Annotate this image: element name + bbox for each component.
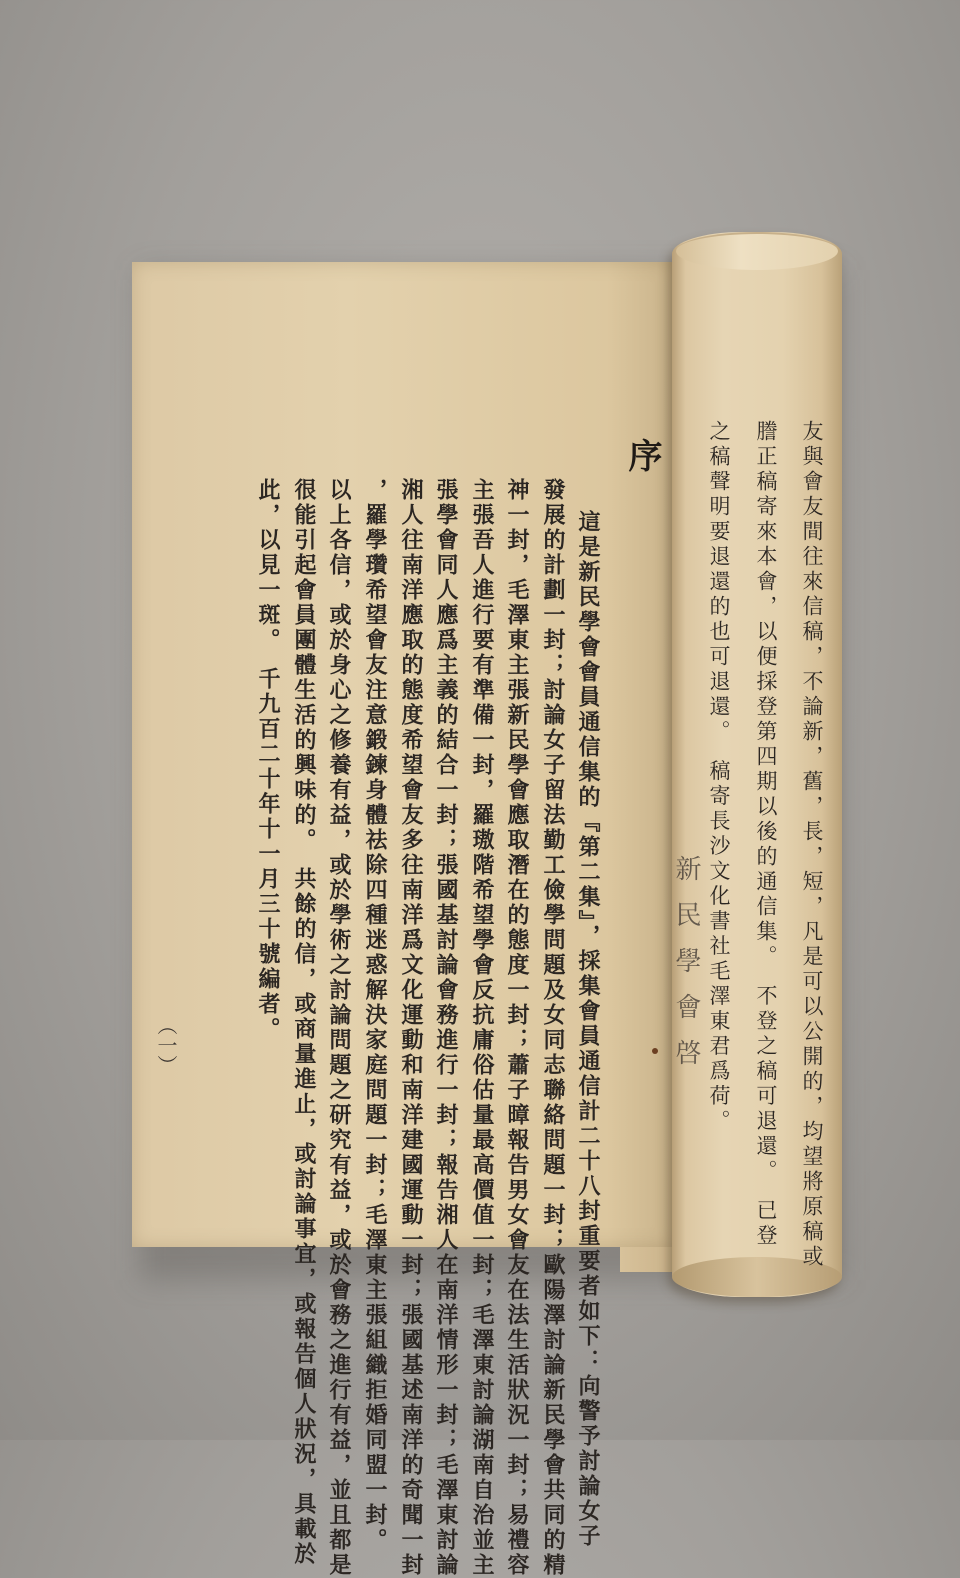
society-signature: 新民學會啓 xyxy=(671,855,701,1085)
notice-line-3: 之稿聲明要退還的也可退還。 稿寄長沙文化書社毛澤東君爲荷。 xyxy=(707,420,731,1135)
preface-line-6: 湘人往南洋應取的態度希望會友多往南洋爲文化運動和南洋建國運動一封；張國基述南洋的奇聞一封 xyxy=(398,478,424,1578)
preface-line-8: 以上各信，或於身心之修養有益，或於學術之討論問題之研究有益，或於會務之進行有益，並且都是 xyxy=(326,478,352,1578)
roll-top-edge xyxy=(676,232,838,270)
preface-line-10: 此，以見一斑。 千九百二十年十一月三十號編者。 xyxy=(255,478,281,1042)
notice-line-1: 友與會友間往來信稿，不論新，舊，長，短，凡是可以公開的，均望將原稿或 xyxy=(800,420,824,1270)
preface-line-4: 主張吾人進行要有準備一封，羅璈階希望學會反抗庸俗估量最高價值一封；毛澤東討論湖南自治並主 xyxy=(469,478,495,1578)
page-number: （一） xyxy=(154,1015,178,1075)
page-title: 序 xyxy=(622,438,662,472)
preface-line-5: 張學會同人應爲主義的結合一封；張國基討論會務進行一封；報告湘人在南洋情形一封；毛澤東討論 xyxy=(433,478,459,1578)
paper-speck xyxy=(652,1048,658,1054)
preface-line-7: ，羅學瓚希望會友注意鍛鍊身體祛除四種迷惑解決家庭問題一封；毛澤東主張組織拒婚同盟一封。 xyxy=(362,478,388,1553)
notice-line-2: 謄正稿寄來本會，以便採登第四期以後的通信集。 不登之稿可退還。 已登 xyxy=(754,420,778,1249)
preface-line-9: 很能引起會員團體生活的興味的。 共餘的信，或商量進止，或討論事宜，或報告個人狀況，具載於 xyxy=(291,478,317,1567)
preface-line-3: 神一封，毛澤東主張新民學會應取潛在的態度一封；蕭子暲報告男女會友在法生活狀況一封；易禮容 xyxy=(504,478,530,1578)
preface-line-1: 這是新民學會會員通信集的『第二集』，採集會員通信計二十八封重要者如下：向警予討論女子 xyxy=(575,510,601,1549)
preface-line-2: 發展的計劃一封；討論女子留法勤工儉學問題及女同志聯絡問題一封；歐陽澤討論新民學會共同的精 xyxy=(540,478,566,1578)
